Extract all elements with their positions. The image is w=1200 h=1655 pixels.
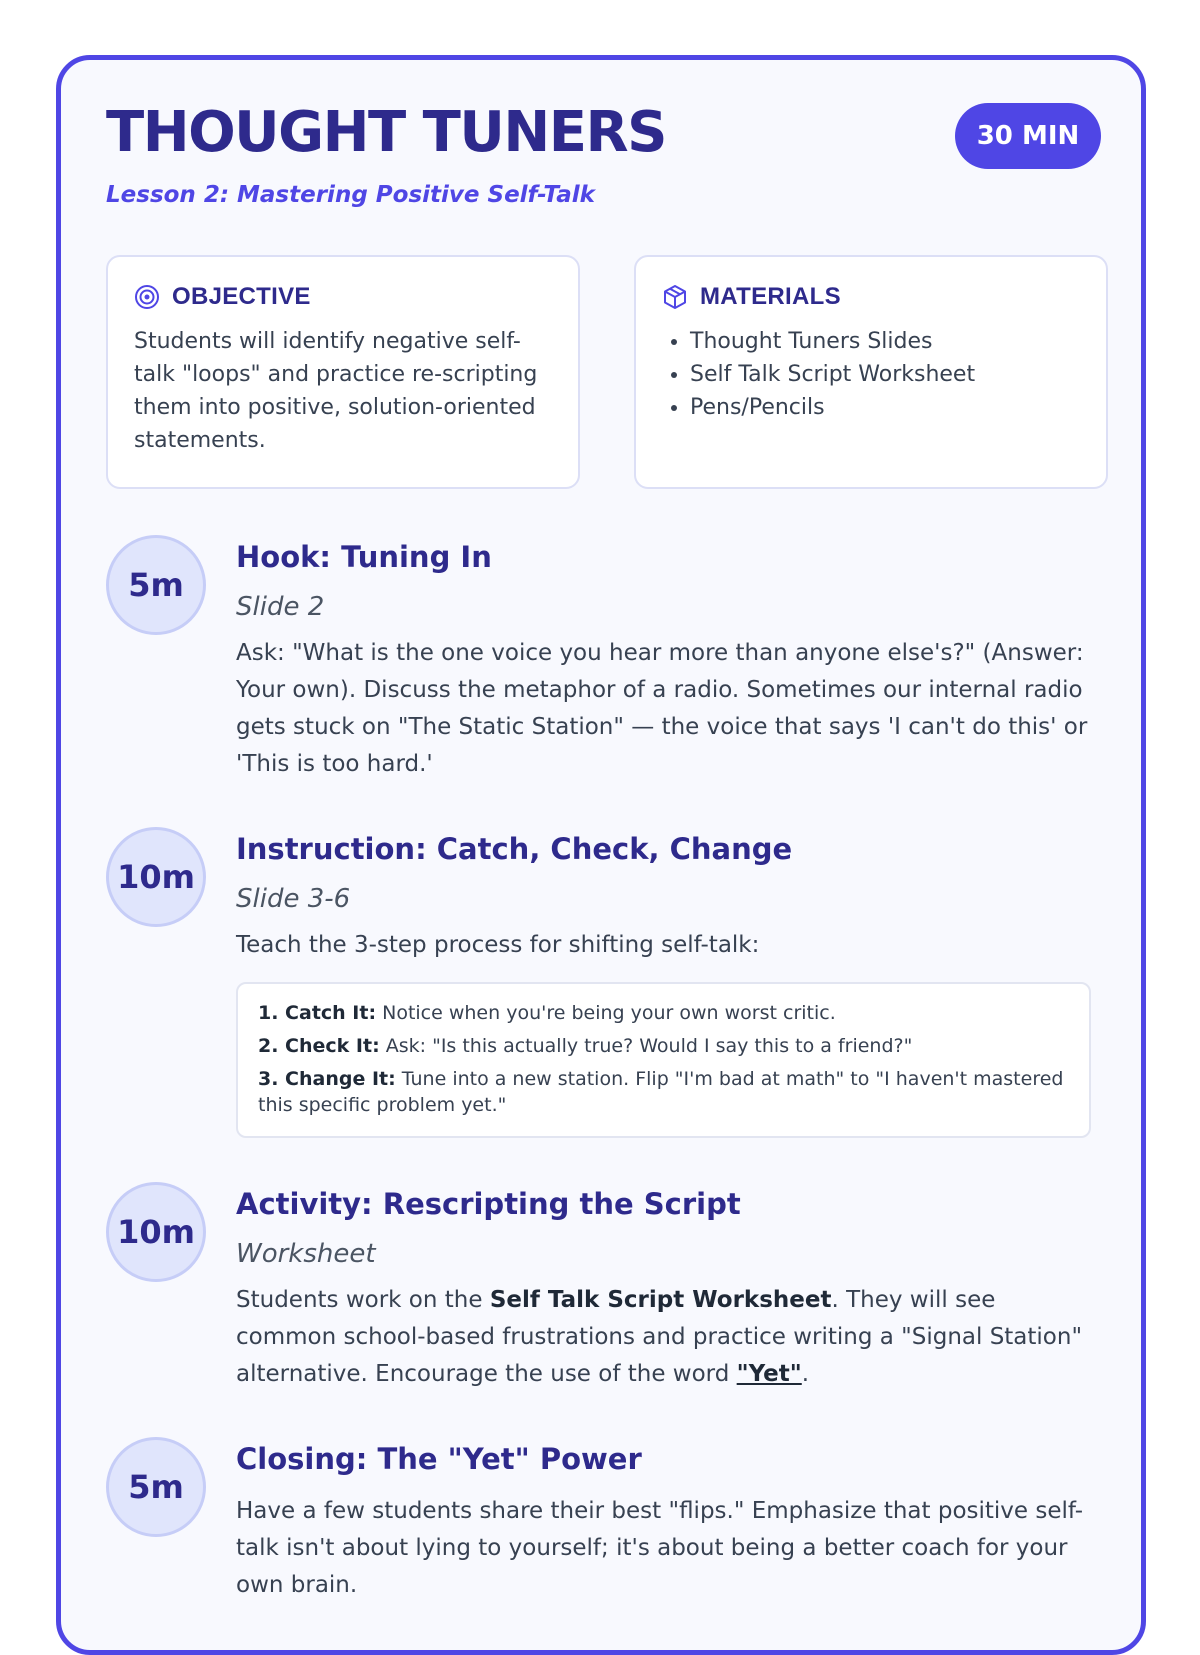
materials-item: • Pens/Pencils <box>690 391 1080 424</box>
worksheet-name: Self Talk Script Worksheet <box>489 1287 832 1313</box>
time-circle: 5m <box>106 1437 206 1537</box>
step-title: Activity: Rescripting the Script <box>236 1187 741 1221</box>
process-step-text: Ask: "Is this actually true? Would I say this to a friend?" <box>385 1035 913 1057</box>
time-circle: 5m <box>106 535 206 635</box>
objective-heading: OBJECTIVE <box>172 283 311 310</box>
step-subtitle: Slide 2 <box>236 592 325 622</box>
process-step <box>258 1000 1069 1026</box>
process-step <box>258 1066 1069 1118</box>
box-icon <box>662 284 688 310</box>
process-step-text: Tune into a new station. Flip "I'm bad at math" to "I haven't mastered this specific problem yet." <box>258 1068 1064 1116</box>
lesson-card <box>56 55 1146 1655</box>
step-title: Hook: Tuning In <box>236 540 492 574</box>
materials-item: • Self Talk Script Worksheet <box>690 358 1080 391</box>
materials-heading: MATERIALS <box>700 283 841 310</box>
duration-badge: 30 MIN <box>955 103 1101 169</box>
step-title: Instruction: Catch, Check, Change <box>236 832 793 866</box>
time-circle: 10m <box>106 827 206 927</box>
process-step <box>258 1033 1069 1059</box>
step-body: Have a few students share their best "flips." Emphasize that positive self-talk isn't about lying to yourself; it's about being a better coach for your own brain. <box>236 1498 1084 1598</box>
yet-emphasis: "Yet" <box>736 1361 802 1387</box>
step-body: Teach the 3-step process for shifting self-talk: <box>236 932 760 958</box>
step-title: Closing: The "Yet" Power <box>236 1442 642 1476</box>
lesson-subtitle: Lesson 2: Mastering Positive Self-Talk <box>106 182 595 208</box>
step-subtitle: Slide 3-6 <box>236 884 351 914</box>
process-step-label: 1. Catch It: <box>258 1002 377 1024</box>
materials-box <box>634 255 1108 489</box>
process-step-text: Notice when you're being your own worst critic. <box>382 1002 836 1024</box>
materials-item: • Thought Tuners Slides <box>690 325 1080 358</box>
target-icon <box>134 284 160 310</box>
process-step-label: 2. Check It: <box>258 1035 380 1057</box>
step-body: Students work on the Self Talk Script Worksheet. They will see common school-based frustrations and practice writing a "Signal Station" alternative. Encourage the use of the word "Yet". <box>236 1287 1083 1387</box>
step-subtitle: Worksheet <box>236 1239 376 1269</box>
step-body: Ask: "What is the one voice you hear more than anyone else's?" (Answer: Your own). Discuss the metaphor of a radio. Sometimes our internal radio gets stuck on "The Static Station" — the voice that says 'I can't do this' or 'This is too hard.' <box>236 640 1088 777</box>
materials-list <box>662 325 1080 424</box>
process-box <box>236 982 1091 1138</box>
time-circle: 10m <box>106 1182 206 1282</box>
objective-box <box>106 255 580 489</box>
objective-text: Students will identify negative self-talk "loops" and practice re-scripting them into positive, solution-oriented statements. <box>134 329 538 453</box>
process-step-label: 3. Change It: <box>258 1068 396 1090</box>
page-title: THOUGHT TUNERS <box>106 100 666 165</box>
